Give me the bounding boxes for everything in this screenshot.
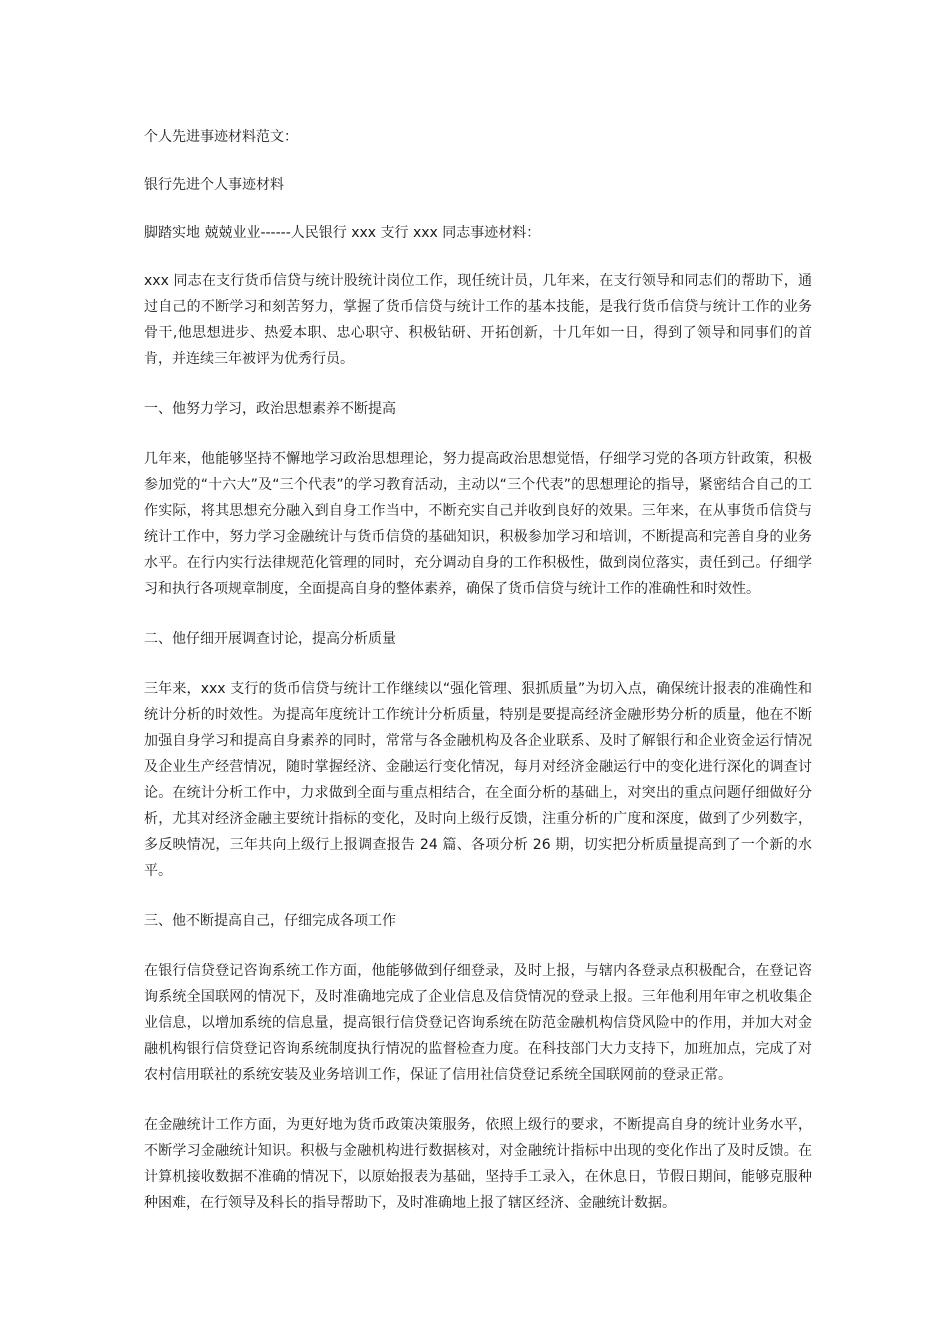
section-3-paragraph-2: 在金融统计工作方面，为更好地为货币政策决策服务，依照上级行的要求，不断提高自身的统计业务水平，不断学习金融统计知识。积极与金融机构进行数据核对，对金融统计指标中出现的变化作出了及时反馈。在计算机接收数据不准确的情况下，以原始报表为基础，坚持手工录入，在休息日，节假日期间，能够克服种种困难，在行领导及科长的指导帮助下，及时准确地上报了辖区经济、金融统计数据。 [144, 1117, 812, 1211]
document-page [144, 124, 812, 1240]
section-3-paragraph-1: 在银行信贷登记咨询系统工作方面，他能够做到仔细登录，及时上报，与辖内各登录点积极配合，在登记咨询系统全国联网的情况下，及时准确地完成了企业信息及信贷情况的登录上报。三年他利用年审之机收集企业信息，以增加系统的信息量，提高银行信贷登记咨询系统在防范金融机构信贷风险中的作用，并加大对金融机构银行信贷登记咨询系统制度执行情况的监督检查力度。在科技部门大力支持下，加班加点，完成了对农村信用联社的系统安装及业务培训工作，保证了信用社信贷登记系统全国联网前的登录正常。 [144, 963, 812, 1083]
section-2-heading: 二、他仔细开展调查讨论，提高分析质量 [144, 631, 396, 647]
intro-label: 个人先进事迹材料范文： [144, 129, 298, 145]
document-subtitle: 脚踏实地 兢兢业业------人民银行 xxx 支行 xxx 同志事迹材料： [144, 225, 541, 241]
intro-paragraph: xxx 同志在支行货币信贷与统计股统计岗位工作，现任统计员，几年来，在支行领导和同志们的帮助下，通过自己的不断学习和刻苦努力，掌握了货币信贷与统计工作的基本技能，是我行货币信贷与统计工作的业务骨干,他思想进步、热爱本职、忠心职守、积极钻研、开拓创新，十几年如一日，得到了领导和同事们的首肯，并连续三年被评为优秀行员。 [144, 273, 812, 367]
section-1-paragraph: 几年来，他能够坚持不懈地学习政治思想理论，努力提高政治思想觉悟，仔细学习党的各项方针政策，积极参加党的“十六大”及“三个代表”的学习教育活动，主动以“三个代表”的思想理论的指导，紧密结合自己的工作实际，将其思想充分融入到自身工作当中，不断充实自己并收到良好的效果。三年来，在从事货币信贷与统计工作中，努力学习金融统计与货币信贷的基础知识，积极参加学习和培训，不断提高和完善自身的业务水平。在行内实行法律规范化管理的同时，充分调动自身的工作积极性，做到岗位落实，责任到己。仔细学习和执行各项规章制度，全面提高自身的整体素养，确保了货币信贷与统计工作的准确性和时效性。 [144, 451, 812, 597]
section-1-heading: 一、他努力学习，政治思想素养不断提高 [144, 401, 396, 417]
section-3-heading: 三、他不断提高自己，仔细完成各项工作 [144, 913, 396, 929]
document-title: 银行先进个人事迹材料 [144, 177, 284, 193]
section-2-paragraph: 三年来，xxx 支行的货币信贷与统计工作继续以“强化管理、狠抓质量”为切入点，确保统计报表的准确性和统计分析的时效性。为提高年度统计工作统计分析质量，特别是要提高经济金融形势分析的质量，他在不断加强自身学习和提高自身素养的同时，常常与各金融机构及各企业联系、及时了解银行和企业资金运行情况及企业生产经营情况，随时掌握经济、金融运行变化情况，每月对经济金融运行中的变化进行深化的调查讨论。在统计分析工作中，力求做到全面与重点相结合，在全面分析的基础上，对突出的重点问题仔细做好分析，尤其对经济金融主要统计指标的变化，及时向上级行反馈，注重分析的广度和深度，做到了少列数字，多反映情况，三年共向上级行上报调查报告 24 篇、各项分析 26 期，切实把分析质量提高到了一个新的水平。 [144, 681, 812, 879]
